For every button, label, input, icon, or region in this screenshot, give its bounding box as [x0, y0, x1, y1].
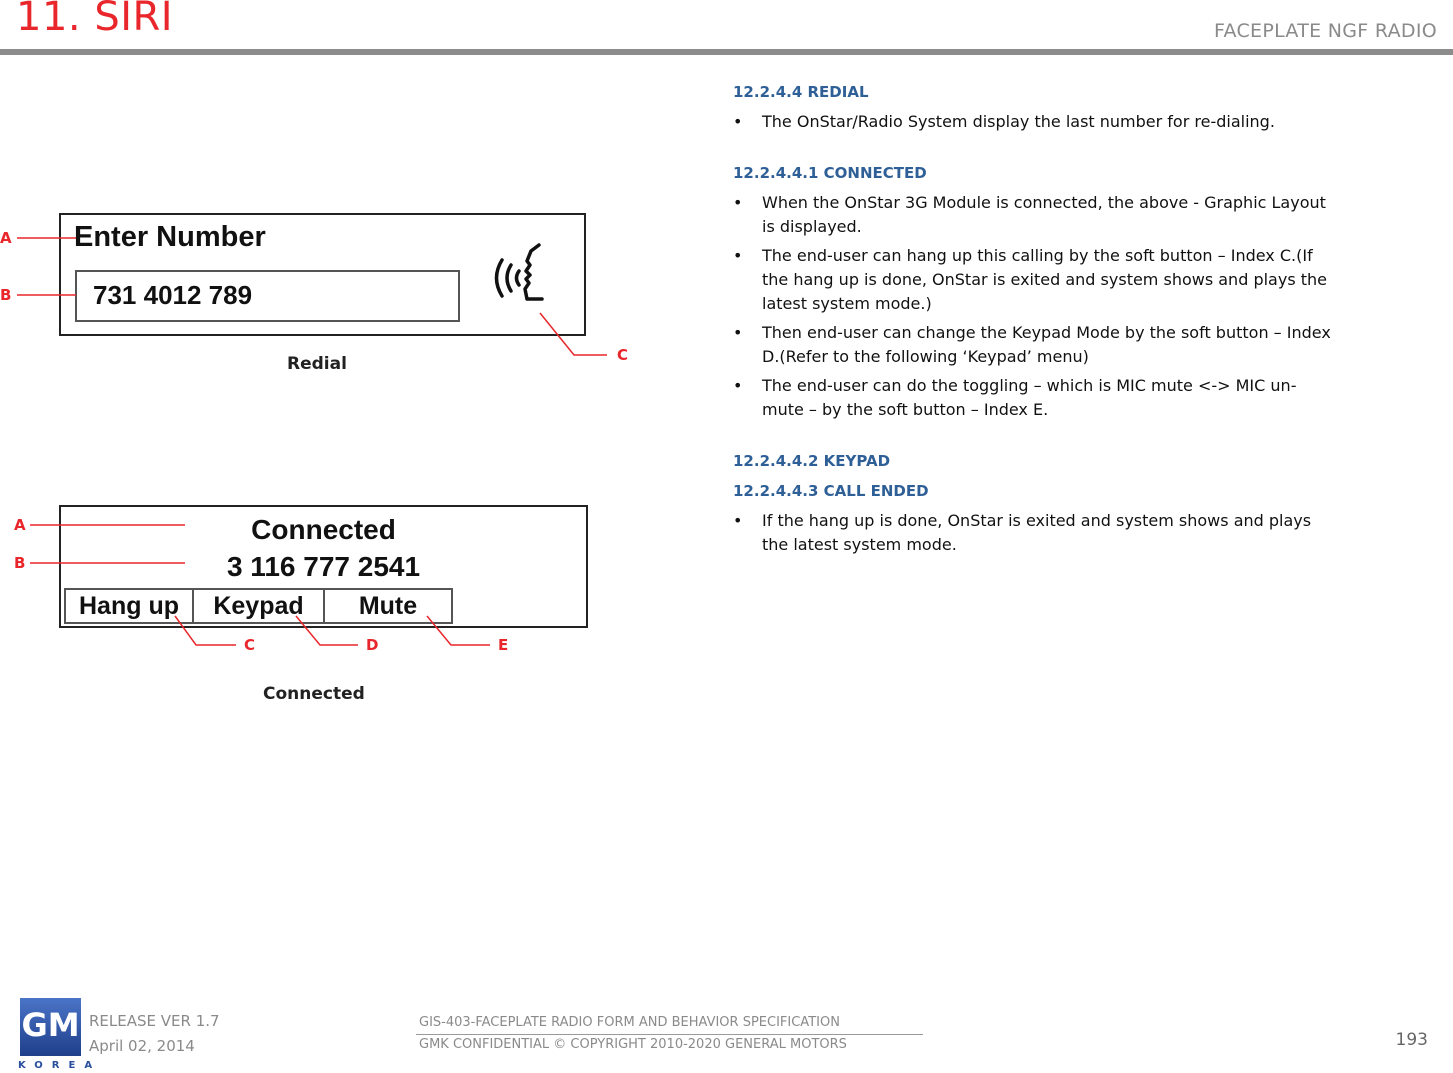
- keypad-button[interactable]: Keypad: [192, 588, 325, 624]
- redial-heading: Enter Number: [74, 221, 266, 253]
- bullet-mark: •: [733, 511, 743, 530]
- gm-logo-text: GM: [21, 1006, 80, 1044]
- connected-number: 3 116 777 2541: [226, 551, 421, 582]
- gm-logo-korea: KOREA: [18, 1060, 102, 1071]
- callout-line-c: [175, 616, 236, 645]
- callout-label-d: D: [366, 636, 379, 654]
- redial-caption: Redial: [287, 354, 347, 374]
- list-item: [733, 374, 1333, 422]
- bullet-mark: •: [733, 376, 743, 395]
- document-subtitle: FACEPLATE NGF RADIO: [1214, 20, 1437, 42]
- list-item-text: The OnStar/Radio System display the last number for re-dialing.: [762, 112, 1275, 131]
- confidential-notice: GMK CONFIDENTIAL © COPYRIGHT 2010-2020 GENERAL MOTORS: [419, 1037, 847, 1052]
- hang-up-button[interactable]: Hang up: [64, 588, 194, 624]
- bullet-mark: •: [733, 193, 743, 212]
- redial-number: 731 4012 789: [93, 280, 253, 310]
- release-version: RELEASE VER 1.7: [89, 1012, 220, 1030]
- callout-label-b: B: [0, 286, 12, 304]
- callout-label-c: C: [617, 346, 629, 364]
- list-item: [733, 509, 1333, 557]
- list-item: [733, 321, 1333, 369]
- footer-divider: [416, 1034, 923, 1035]
- page-title: 11. SIRI: [16, 0, 174, 40]
- release-date: April 02, 2014: [89, 1037, 195, 1055]
- connected-status: Connected: [251, 514, 396, 545]
- keypad-section-heading: 12.2.4.4.2 KEYPAD: [733, 452, 891, 470]
- callout-line-d: [296, 616, 358, 645]
- list-item-text: The end-user can hang up this calling by the soft button – Index C.(If the hang up is done, OnStar is exited and system shows and plays the latest system mode.): [762, 246, 1327, 313]
- callout-label-a: A: [0, 229, 12, 247]
- spec-title: GIS-403-FACEPLATE RADIO FORM AND BEHAVIOR SPECIFICATION: [419, 1015, 840, 1030]
- callout-line-e: [427, 616, 490, 645]
- list-item: [733, 244, 1333, 316]
- bullet-mark: •: [733, 112, 743, 131]
- connected-section-heading: 12.2.4.4.1 CONNECTED: [733, 164, 927, 182]
- bullet-mark: •: [733, 246, 743, 265]
- list-item: [733, 191, 1333, 239]
- connected-callout-lines: [0, 0, 700, 700]
- list-item: [733, 110, 1333, 134]
- list-item-text: The end-user can do the toggling – which is MIC mute <-> MIC un-mute – by the soft button – Index E.: [762, 376, 1297, 419]
- mute-button[interactable]: Mute: [323, 588, 453, 624]
- redial-section-heading: 12.2.4.4 REDIAL: [733, 83, 869, 101]
- callout-label-e: E: [498, 636, 509, 654]
- specification-text: [733, 80, 1333, 562]
- list-item-text: Then end-user can change the Keypad Mode by the soft button – Index D.(Refer to the following ‘Keypad’ menu): [762, 323, 1331, 366]
- callout-label-b: B: [14, 554, 26, 572]
- gm-logo: [20, 998, 81, 1056]
- page-number: 193: [1395, 1030, 1428, 1050]
- call-ended-section-heading: 12.2.4.4.3 CALL ENDED: [733, 482, 929, 500]
- connected-caption: Connected: [263, 684, 365, 704]
- bullet-mark: •: [733, 323, 743, 342]
- callout-label-c: C: [244, 636, 256, 654]
- list-item-text: When the OnStar 3G Module is connected, the above - Graphic Layout is displayed.: [762, 193, 1326, 236]
- callout-label-a: A: [14, 516, 26, 534]
- list-item-text: If the hang up is done, OnStar is exited and system shows and plays the latest system mode.: [762, 511, 1312, 554]
